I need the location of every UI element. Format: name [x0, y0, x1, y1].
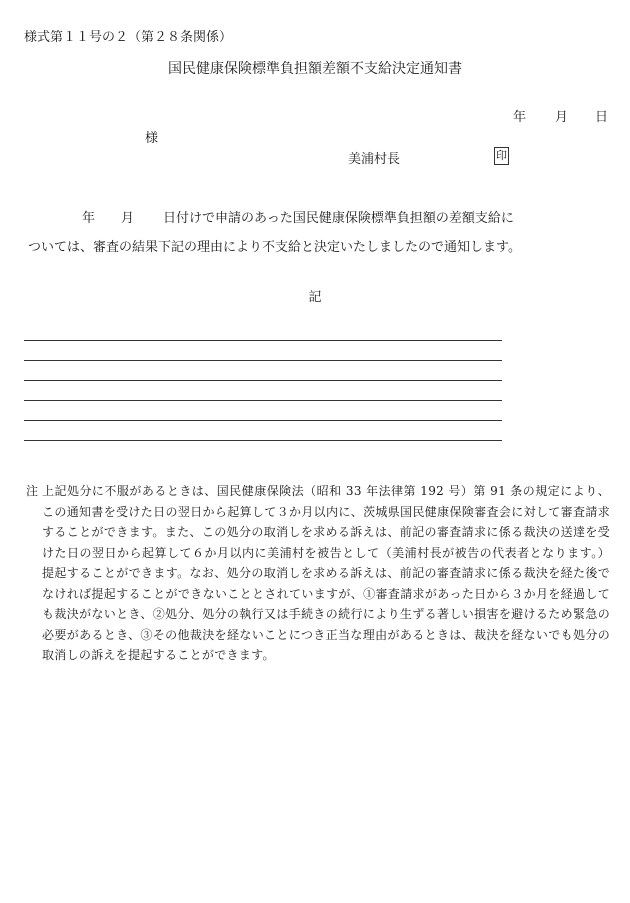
- form-number: 様式第１１号の２（第２８条関係）: [24, 30, 233, 45]
- note-text: 上記処分に不服があるときは、国民健康保険法（昭和 33 年法律第 192 号）第 91 条の規定により、この通知書を受けた日の翌日から起算して３か月以内に、茨城県国民健康保険審査会に対して審査請求することができます。また、この処分の取消しを求める訴えは、前記の審査請求に係る裁決の送達を受けた日の翌日から起算して６か月以内に美浦村を被告として（美浦村長が被告の代表者となります。）提起することができます。なお、処分の取消しを求める訴えは、前記の審査請求に係る裁決を経た後でなければ提起することができないこととされていますが、①審査請求があった日から３か月を経過しても裁決がないとき、②処分、処分の執行又は手続きの続行により生ずる著しい損害を避けるため緊急の必要があるとき、③その他裁決を経ないことにつき正当な理由があるときは、裁決を経ないでも処分の取消しの訴えを提起することができます。: [42, 484, 610, 662]
- body-line-1: 日付けで申請のあった国民健康保険標準負担額の差額支給に: [163, 211, 514, 226]
- issuer-name: 美浦村長: [348, 152, 401, 167]
- document-title: 国民健康保険標準負担額差額不支給決定通知書: [168, 61, 462, 77]
- date-year-label: 年: [513, 110, 527, 125]
- note-label: 注: [26, 484, 39, 498]
- reason-line-3: [24, 380, 502, 381]
- body-line-2: ついては、審査の結果下記の理由により不支給と決定いたしましたので通知します。: [28, 240, 521, 255]
- reason-line-4: [24, 400, 502, 401]
- ki-heading: 記: [308, 290, 322, 305]
- reason-line-2: [24, 360, 502, 361]
- reason-line-6: [24, 440, 502, 441]
- date-month-label: 月: [555, 110, 569, 125]
- body-year-label: 年: [82, 211, 96, 226]
- seal-mark: 印: [494, 147, 509, 165]
- reason-line-1: [24, 340, 502, 341]
- date-day-label: 日: [595, 110, 609, 125]
- note-section: [26, 481, 610, 666]
- reason-line-5: [24, 420, 502, 421]
- recipient-suffix: 様: [145, 131, 159, 146]
- body-month-label: 月: [121, 211, 135, 226]
